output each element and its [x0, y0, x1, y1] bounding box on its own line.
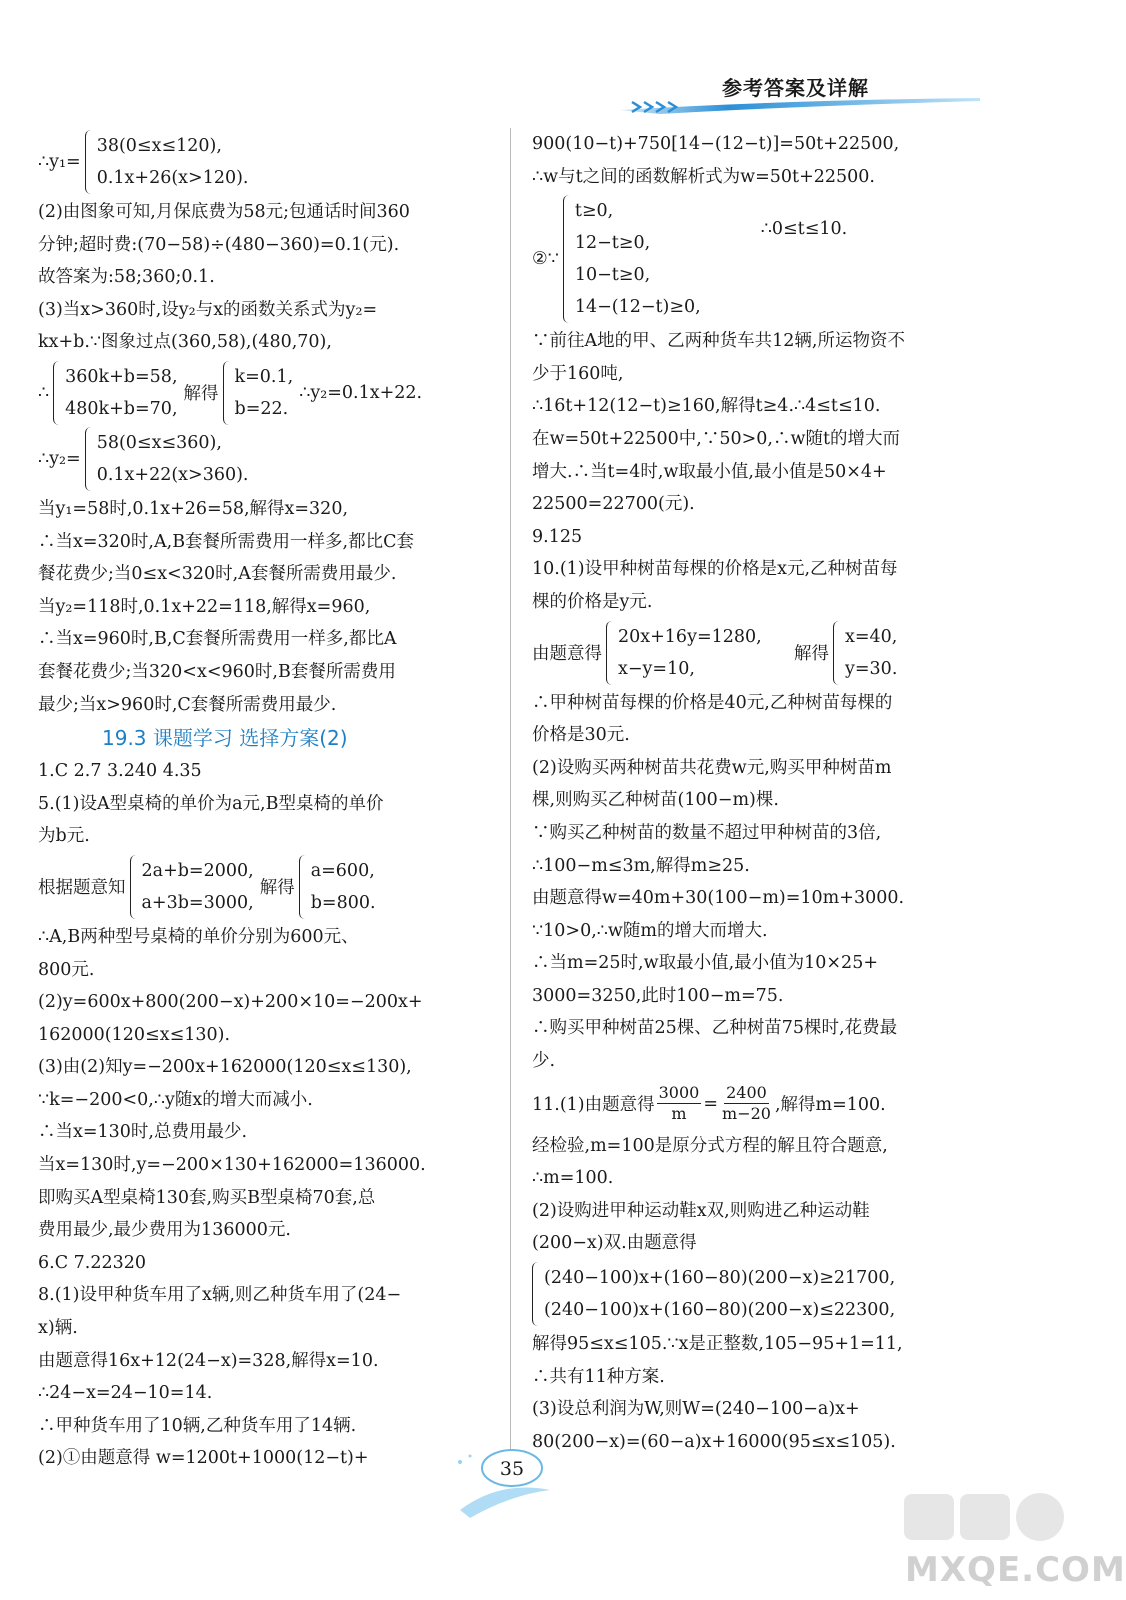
page-number: 35 — [499, 1458, 525, 1480]
header-title: 参考答案及详解 — [722, 76, 869, 100]
brace — [53, 361, 61, 425]
text-line: ∵k=−200<0,∴y随x的增大而减小. — [38, 1089, 313, 1110]
fraction-equation: 11.(1)由题意得 $\frac{3000}{m}$ = $\frac{2400}{m-20}$ ,解得m=100. — [532, 1083, 886, 1124]
text-line: 8.(1)设甲种货车用了x辆,则乙种货车用了(24− — [38, 1285, 402, 1306]
text-line: ∴当x=320时,A,B套餐所需费用一样多,都比C套 — [38, 531, 415, 552]
fraction: $\frac{2400}{m-20}$ — [722, 1083, 771, 1124]
text-line: 棵的价格是y元. — [532, 591, 653, 612]
text-line: 6.C 7.22320 — [38, 1252, 147, 1273]
text-line: 故答案为:58;360;0.1. — [38, 267, 215, 288]
text-line: ∴24−x=24−10=14. — [38, 1383, 213, 1404]
text-line: 3000=3250,此时100−m=75. — [532, 985, 784, 1006]
brace — [563, 195, 571, 323]
fraction: $\frac{3000}{m}$ — [658, 1083, 700, 1124]
brace — [85, 427, 93, 491]
text-line: ∴w与t之间的函数解析式为w=50t+22500. — [532, 166, 875, 187]
text-line: 当x=130时,y=−200×130+162000=136000. — [38, 1155, 426, 1176]
text-line: 套餐花费少;当320<x<960时,B套餐所需费用 — [38, 661, 396, 682]
section-title: 19.3 课题学习 选择方案(2) — [102, 726, 348, 751]
text-line: ∴16t+12(12−t)≥160,解得t≥4.∴4≤t≤10. — [532, 396, 881, 417]
text-line: (200−x)双.由题意得 — [532, 1233, 697, 1254]
text-line: 1.C 2.7 3.240 4.35 — [38, 761, 202, 782]
text-line: ∴当x=960时,B,C套餐所需费用一样多,都比A — [38, 629, 397, 650]
text-line: kx+b.∵图象过点(360,58),(480,70), — [38, 332, 332, 353]
text-line: 80(200−x)=(60−a)x+16000(95≤x≤105). — [532, 1431, 896, 1452]
text-line: ∴A,B两种型号桌椅的单价分别为600元、 — [38, 926, 359, 947]
brace — [532, 1262, 540, 1326]
text-line: (2)由图象可知,月保底费为58元;包通话时间360 — [38, 202, 410, 222]
text-line: 在w=50t+22500中,∵50>0,∴w随t的增大而 — [532, 428, 900, 449]
text-line: x)辆. — [38, 1318, 78, 1339]
text-line: 少于160吨, — [532, 363, 624, 384]
text-line: ∴购买甲种树苗25棵、乙种树苗75棵时,花费最 — [532, 1018, 898, 1039]
text-line: 增大.∴当t=4时,w取最小值,最小值是50×4+ — [532, 461, 887, 482]
text-line: 9.125 — [532, 526, 583, 547]
text-line: 5.(1)设A型桌椅的单价为a元,B型桌椅的单价 — [38, 793, 384, 814]
text-line: 费用最少,最少费用为136000元. — [38, 1220, 291, 1241]
text-line: 由题意得16x+12(24−x)=328,解得x=10. — [38, 1350, 379, 1371]
text-line: ∵购买乙种树苗的数量不超过甲种树苗的3倍, — [532, 822, 882, 843]
text-line: 22500=22700(元). — [532, 494, 695, 515]
text-line: 900(10−t)+750[14−(12−t)]=50t+22500, — [532, 134, 900, 154]
text-line: ∴甲种树苗每棵的价格是40元,乙种树苗每棵的 — [532, 692, 893, 713]
brace — [606, 621, 614, 685]
inequality-system: (240−100)x+(160−80)(200−x)≥21700, (240−100)x+(160−80)(200−x)≤22300, — [532, 1262, 982, 1326]
text-line: ∵前往A地的甲、乙两种货车共12辆,所运物资不 — [532, 331, 905, 352]
equation-system: ∴ 360k+b=58, 480k+b=70, 解得 k=0.1, b=22. ∴y₂=0.1x+22. — [38, 361, 488, 425]
text-line: ∴m=100. — [532, 1168, 614, 1189]
text-line: (2)设购买两种树苗共花费w元,购买甲种树苗m — [532, 757, 892, 778]
text-line: 162000(120≤x≤130). — [38, 1024, 231, 1045]
brace — [223, 361, 231, 425]
equation-system: ∴y₂= 58(0≤x≤360), 0.1x+22(x>360). — [38, 427, 488, 491]
header-decoration — [540, 96, 980, 118]
text-line: ∴当x=130时,总费用最少. — [38, 1122, 248, 1143]
text-line: 餐花费少;当0≤x<320时,A套餐所需费用最少. — [38, 564, 397, 585]
text-line: ∴当m=25时,w取最小值,最小值为10×25+ — [532, 953, 878, 974]
text-line: (3)当x>360时,设y₂与x的函数关系式为y₂= — [38, 299, 378, 320]
text-line: 即购买A型桌椅130套,购买B型桌椅70套,总 — [38, 1187, 376, 1208]
brace — [299, 855, 307, 919]
text-line: 当y₁=58时,0.1x+26=58,解得x=320, — [38, 498, 349, 519]
text-line: 最少;当x>960时,C套餐所需费用最少. — [38, 694, 337, 715]
text-line: ∴100−m≤3m,解得m≥25. — [532, 855, 750, 876]
equation-system: ∴y₁= 38(0≤x≤120), 0.1x+26(x>120). — [38, 130, 488, 194]
text-line: 为b元. — [38, 826, 90, 847]
column-divider — [510, 128, 511, 1458]
text-line: 少. — [532, 1051, 556, 1072]
equation-system: 根据题意知 2a+b=2000, a+3b=3000, 解得 a=600, b=800. — [38, 855, 488, 919]
text-line: ∴甲种货车用了10辆,乙种货车用了14辆. — [38, 1415, 357, 1436]
watermark-text: MXQE.COM — [905, 1550, 1126, 1590]
text-line: 经检验,m=100是原分式方程的解且符合题意, — [532, 1135, 888, 1156]
text-line: (2)设购进甲种运动鞋x双,则购进乙种运动鞋 — [532, 1200, 870, 1221]
right-column — [532, 128, 982, 1458]
text-line: 由题意得w=40m+30(100−m)=10m+3000. — [532, 888, 905, 909]
text-line: 解得95≤x≤105.∵x是正整数,105−95+1=11, — [532, 1334, 903, 1355]
text-line: 当y₂=118时,0.1x+22=118,解得x=960, — [38, 596, 371, 617]
text-line: (2)y=600x+800(200−x)+200×10=−200x+ — [38, 992, 423, 1013]
brace — [833, 621, 841, 685]
brace — [130, 855, 138, 919]
text-line: 800元. — [38, 959, 95, 980]
left-column — [38, 128, 488, 1475]
brace — [85, 130, 93, 194]
text-line: (3)由(2)知y=−200x+162000(120≤x≤130), — [38, 1057, 412, 1078]
text-line: ∵10>0,∴w随m的增大而增大. — [532, 920, 768, 941]
text-line: (3)设总利润为W,则W=(240−100−a)x+ — [532, 1399, 860, 1420]
equation-system: 由题意得 20x+16y=1280, x−y=10, 解得 x=40, y=30. — [532, 621, 982, 685]
text-line: 棵,则购买乙种树苗(100−m)棵. — [532, 790, 779, 811]
text-line: (2)①由题意得 w=1200t+1000(12−t)+ — [38, 1448, 369, 1469]
text-line: ∴共有11种方案. — [532, 1366, 665, 1387]
text-line: 10.(1)设甲种树苗每棵的价格是x元,乙种树苗每 — [532, 559, 898, 580]
inequality-system: ②∵ t≥0, 12−t≥0, 10−t≥0, 14−(12−t)≥0, ∴0≤t≤10. — [532, 195, 982, 323]
text-line: 价格是30元. — [532, 725, 630, 746]
watermark-logo — [900, 1488, 1070, 1548]
text-line: 分钟;超时费:(70−58)÷(480−360)=0.1(元). — [38, 234, 400, 255]
